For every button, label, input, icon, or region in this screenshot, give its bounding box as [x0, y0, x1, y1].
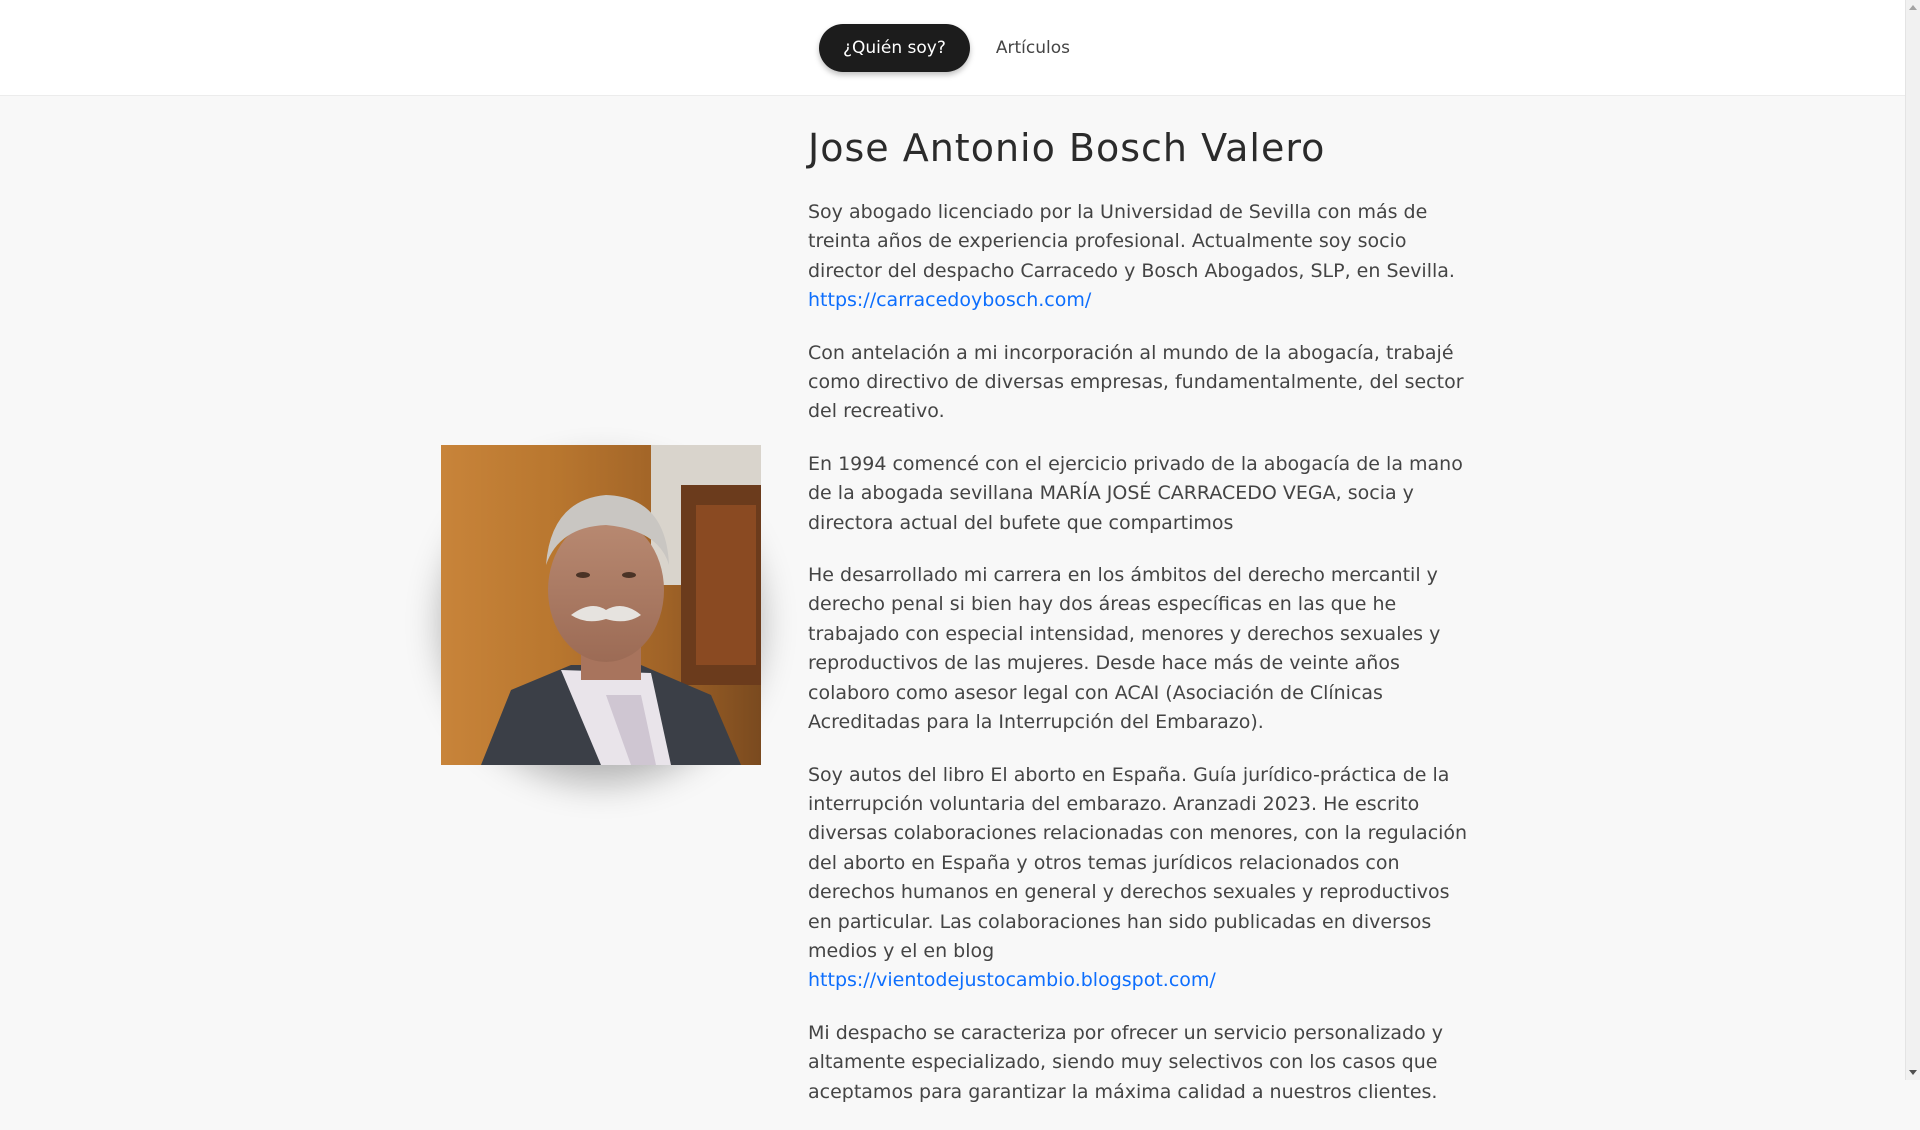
bio-paragraph-5-text: Soy autos del libro El aborto en España. Guía jurídico-práctica de la interrupción voluntaria del embarazo. Aranzadi 2023. He escrito diversas colaboraciones relacionadas con menores, con la regulación del aborto en España y otros temas jurídicos relacionados con derechos humanos en general y derechos sexuales y reproductivos en particular. Las colaboraciones han sido publicadas en diversos medios y el en blog [808, 763, 1468, 962]
vertical-scrollbar[interactable] [1905, 0, 1920, 1080]
bio-paragraph-4: He desarrollado mi carrera en los ámbitos del derecho mercantil y derecho penal si bien hay dos áreas específicas en las que he trabajado con especial intensidad, menores y derechos sexuales y reproductivos de las mujeres. Desde hace más de veinte años colaboro como asesor legal con ACAI (Asociación de Clínicas Acreditadas para la Interrupción del Embarazo). [808, 564, 1441, 734]
nav-item-articulos[interactable]: Artículos [995, 38, 1070, 58]
scroll-up-icon[interactable] [1909, 5, 1917, 10]
top-navbar [0, 0, 1905, 96]
main-content [808, 122, 1468, 1130]
bio-paragraph-2: Con antelación a mi incorporación al mundo de la abogacía, trabajé como directivo de diversas empresas, fundamentalmente, del sector del recreativo. [808, 341, 1464, 423]
bio-paragraph-5 [808, 761, 1468, 996]
firm-website-link[interactable]: https://carracedoybosch.com/ [808, 289, 1092, 312]
bio-paragraph-1 [808, 198, 1468, 316]
bio-paragraph-3: En 1994 comencé con el ejercicio privado de la abogacía de la mano de la abogada sevillana MARÍA JOSÉ CARRACEDO VEGA, socia y directora actual del bufete que compartimos [808, 452, 1463, 534]
scroll-thumb[interactable] [1909, 16, 1917, 1056]
bio-paragraph-6: Mi despacho se caracteriza por ofrecer un servicio personalizado y altamente especializado, siendo muy selectivos con los casos que aceptamos para garantizar la máxima calidad a nuestros clientes. [808, 1021, 1443, 1103]
scroll-down-icon[interactable] [1909, 1070, 1917, 1075]
nav-item-quien-soy[interactable]: ¿Quién soy? [819, 24, 970, 72]
profile-photo [441, 445, 761, 765]
main-nav [819, 24, 1094, 72]
blog-link[interactable]: https://vientodejustocambio.blogspot.com/ [808, 969, 1216, 992]
profile-photo-icon [441, 445, 761, 765]
page-title: Jose Antonio Bosch Valero [808, 126, 1326, 170]
bio-paragraph-1-text: Soy abogado licenciado por la Universidad de Sevilla con más de treinta años de experiencia profesional. Actualmente soy socio director del despacho Carracedo y Bosch Abogados, SLP, en Sevilla. [808, 201, 1455, 282]
